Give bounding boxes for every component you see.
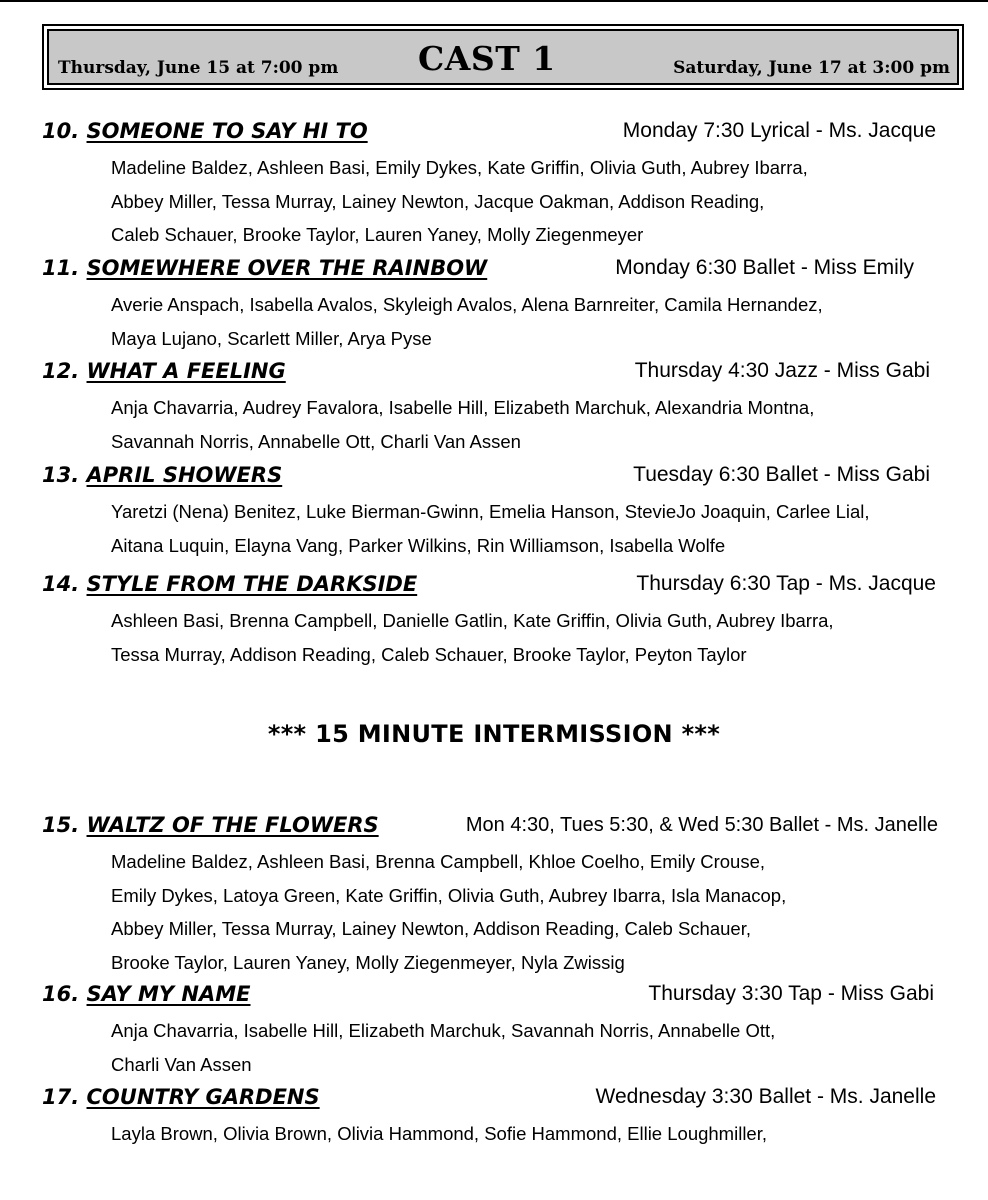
item-dancers: [111, 391, 961, 458]
item-class-info: Mon 4:30, Tues 5:30, & Wed 5:30 Ballet - Ms. Janelle: [465, 814, 938, 836]
item-title: [42, 981, 251, 1007]
dancer-line: Savannah Norris, Annabelle Ott, Charli Van Assen: [111, 430, 521, 452]
dancer-line: Abbey Miller, Tessa Murray, Lainey Newton, Addison Reading, Caleb Schauer,: [111, 918, 751, 939]
item-number: 15.: [42, 813, 80, 837]
performance-date-right: Saturday, June 17 at 3:00 pm: [673, 58, 950, 78]
item-number: 13.: [42, 463, 80, 487]
item-class-info: Monday 7:30 Lyrical - Ms. Jacque: [622, 119, 936, 142]
item-number: 17.: [42, 1085, 80, 1109]
item-class-info: Monday 6:30 Ballet - Miss Emily: [615, 256, 914, 279]
item-name: SAY MY NAME: [86, 982, 251, 1006]
dancer-line: Aitana Luquin, Elayna Vang, Parker Wilkins, Rin Williamson, Isabella Wolfe: [111, 534, 726, 556]
dancer-line: Ashleen Basi, Brenna Campbell, Danielle Gatlin, Kate Griffin, Olivia Guth, Aubrey Ibarra,: [111, 610, 834, 631]
dancer-line: Anja Chavarria, Audrey Favalora, Isabelle Hill, Elizabeth Marchuk, Alexandria Montna,: [111, 397, 815, 418]
item-name: SOMEWHERE OVER THE RAINBOW: [86, 256, 488, 280]
dancer-line: Emily Dykes, Latoya Green, Kate Griffin, Olivia Guth, Aubrey Ibarra, Isla Manacop,: [111, 884, 787, 906]
item-title: [42, 255, 487, 281]
item-name: APRIL SHOWERS: [86, 463, 283, 487]
intermission-banner: *** 15 MINUTE INTERMISSION ***: [267, 720, 721, 748]
dancer-line: Layla Brown, Olivia Brown, Olivia Hammond, Sofie Hammond, Ellie Loughmiller,: [111, 1123, 767, 1144]
item-number: 10.: [42, 119, 80, 143]
top-rule: [0, 0, 988, 2]
dancer-line: Caleb Schauer, Brooke Taylor, Lauren Yaney, Molly Ziegenmeyer: [111, 224, 644, 245]
dancer-line: Madeline Baldez, Ashleen Basi, Emily Dykes, Kate Griffin, Olivia Guth, Aubrey Ibarra,: [111, 157, 808, 178]
item-class-info: Thursday 6:30 Tap - Ms. Jacque: [636, 572, 936, 595]
dancer-line: Yaretzi (Nena) Benitez, Luke Bierman-Gwinn, Emelia Hanson, StevieJo Joaquin, Carlee Lial,: [111, 501, 870, 522]
dancer-line: Charli Van Assen: [111, 1053, 252, 1075]
item-dancers: [111, 1014, 961, 1081]
item-name: COUNTRY GARDENS: [86, 1085, 320, 1109]
cast-header-box: [42, 24, 964, 90]
item-title: [42, 1084, 320, 1110]
item-name: WALTZ OF THE FLOWERS: [86, 813, 379, 837]
cast-title: CAST 1: [418, 39, 556, 78]
item-title: [42, 571, 417, 597]
dancer-line: Abbey Miller, Tessa Murray, Lainey Newton, Jacque Oakman, Addison Reading,: [111, 190, 765, 212]
item-dancers: [111, 604, 961, 671]
item-dancers: [111, 1117, 961, 1151]
item-class-info: Thursday 4:30 Jazz - Miss Gabi: [634, 359, 930, 382]
item-name: WHAT A FEELING: [86, 359, 286, 383]
item-name: STYLE FROM THE DARKSIDE: [86, 572, 418, 596]
item-number: 11.: [42, 256, 80, 280]
dancer-line: Tessa Murray, Addison Reading, Caleb Schauer, Brooke Taylor, Peyton Taylor: [111, 643, 747, 665]
item-class-info: Wednesday 3:30 Ballet - Ms. Janelle: [595, 1085, 936, 1108]
dancer-line: Averie Anspach, Isabella Avalos, Skyleigh Avalos, Alena Barnreiter, Camila Hernandez,: [111, 294, 823, 315]
item-name: SOMEONE TO SAY HI TO: [86, 119, 368, 143]
item-title: [42, 462, 282, 488]
item-dancers: [111, 845, 961, 979]
dancer-line: Brooke Taylor, Lauren Yaney, Molly Ziegenmeyer, Nyla Zwissig: [111, 951, 625, 973]
item-title: [42, 118, 368, 144]
item-number: 14.: [42, 572, 80, 596]
item-title: [42, 358, 286, 384]
dancer-line: Madeline Baldez, Ashleen Basi, Brenna Campbell, Khloe Coelho, Emily Crouse,: [111, 851, 766, 872]
item-title: [42, 812, 379, 838]
performance-date-left: Thursday, June 15 at 7:00 pm: [58, 58, 339, 78]
item-class-info: Thursday 3:30 Tap - Miss Gabi: [648, 982, 934, 1005]
dancer-line: Maya Lujano, Scarlett Miller, Arya Pyse: [111, 327, 432, 349]
cast-header-inner: [47, 29, 959, 85]
item-dancers: [111, 288, 961, 355]
item-dancers: [111, 495, 961, 562]
item-number: 16.: [42, 982, 80, 1006]
item-class-info: Tuesday 6:30 Ballet - Miss Gabi: [633, 463, 930, 486]
dancer-line: Anja Chavarria, Isabelle Hill, Elizabeth Marchuk, Savannah Norris, Annabelle Ott,: [111, 1020, 776, 1041]
item-number: 12.: [42, 359, 80, 383]
item-dancers: [111, 151, 961, 252]
